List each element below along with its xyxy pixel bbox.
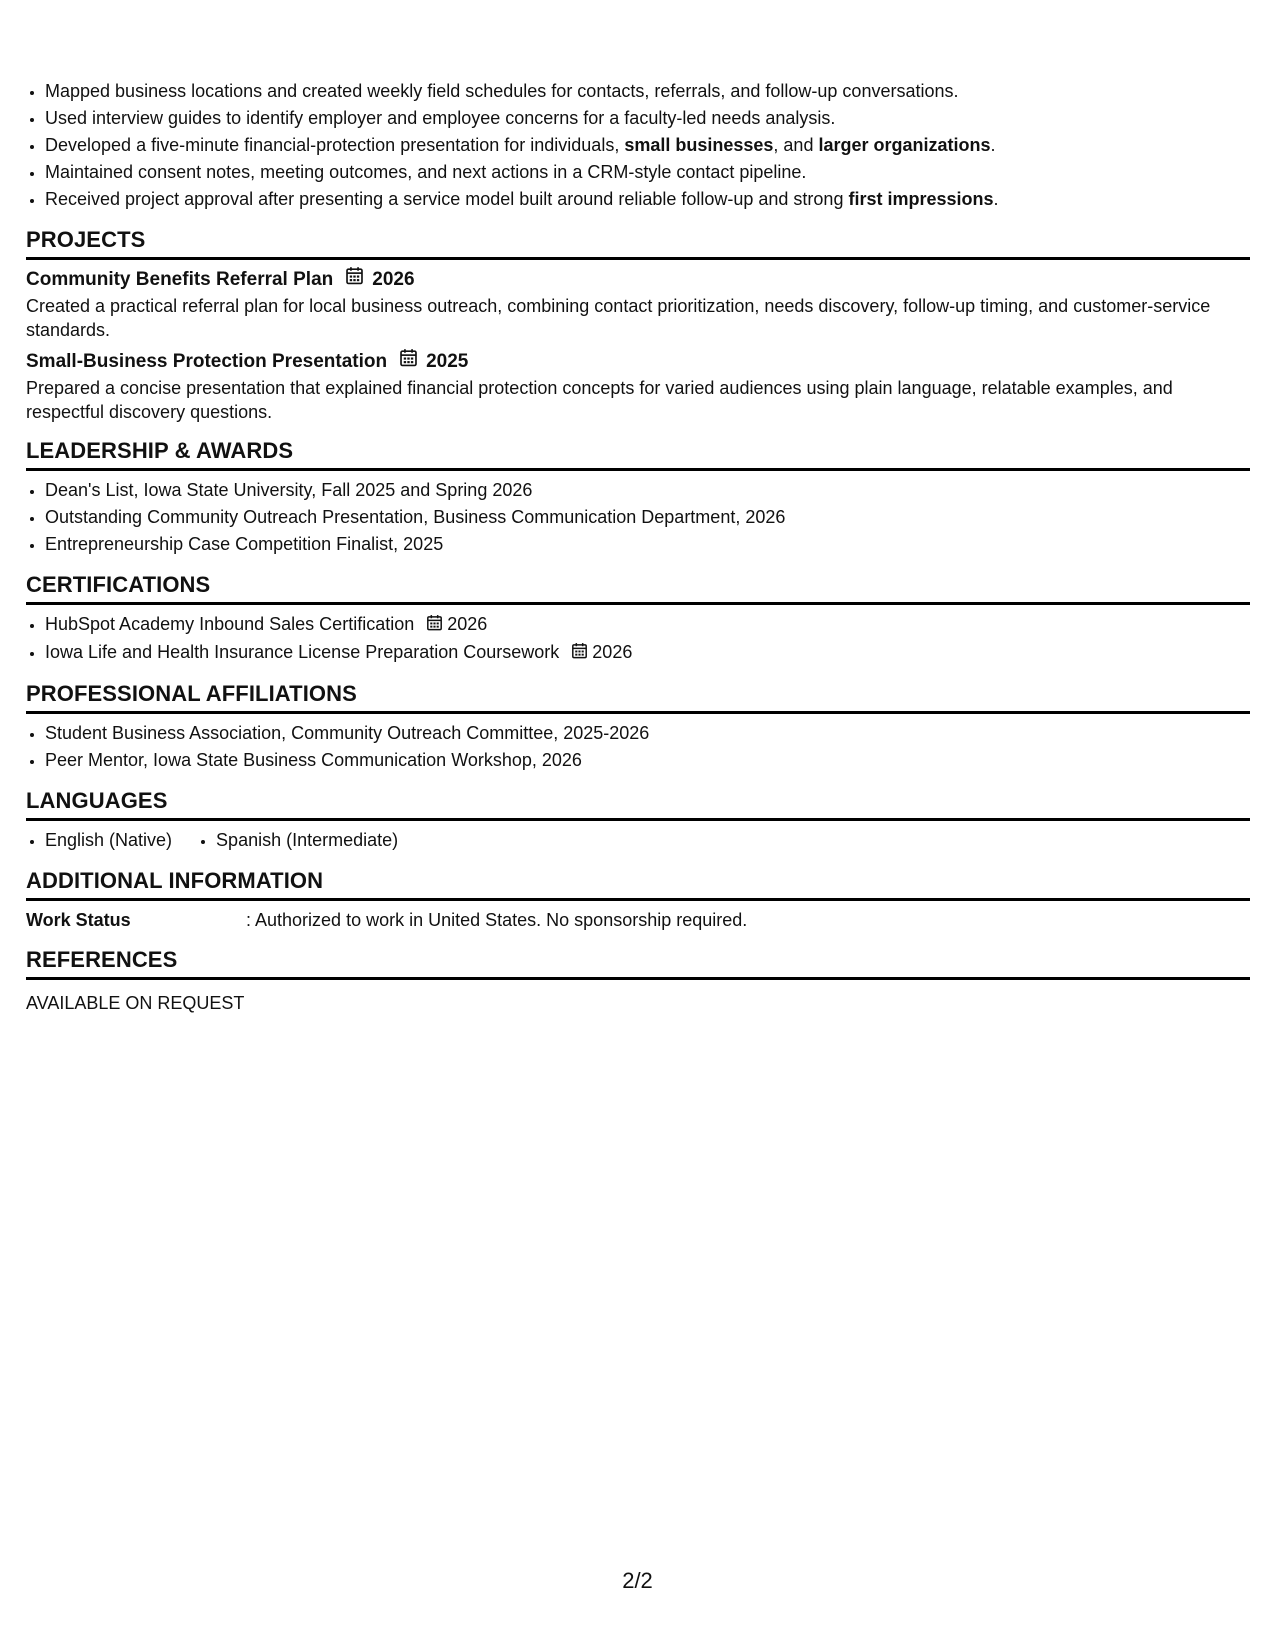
calendar-icon [399, 348, 418, 376]
languages-list [26, 827, 1250, 854]
certification-name: HubSpot Academy Inbound Sales Certification [45, 614, 415, 634]
section-title-affiliations: PROFESSIONAL AFFILIATIONS [26, 681, 1250, 714]
award-item: • Dean's List, Iowa State University, Fall 2025 and Spring 2026 [45, 477, 1250, 504]
text: Received project approval after presenting a service model built around reliable follow-up and strong [45, 189, 849, 209]
section-title-languages: LANGUAGES [26, 788, 1250, 821]
section-title-references: REFERENCES [26, 947, 1250, 980]
certification-name: Iowa Life and Health Insurance License Preparation Coursework [45, 641, 560, 662]
bold-text: larger organizations [818, 135, 991, 155]
bold-text: first impressions [848, 189, 994, 209]
project-heading [26, 266, 1250, 294]
award-item: • Entrepreneurship Case Competition Finalist, 2025 [45, 531, 1250, 558]
certification-year: 2026 [447, 614, 488, 634]
certifications-list [26, 611, 1250, 667]
experience-bullets [26, 78, 1250, 213]
project-description: Prepared a concise presentation that explained financial protection concepts for varied audiences using plain language, relatable examples, and respectful discovery questions. [26, 378, 1173, 422]
certification-year: 2026 [592, 641, 633, 662]
project-description: Created a practical referral plan for local business outreach, combining contact prioritization, needs discovery, follow-up timing, and customer-service standards. [26, 296, 1211, 340]
experience-bullet [45, 105, 1250, 132]
award-item: • Outstanding Community Outreach Presentation, Business Communication Department, 2026 [45, 504, 1250, 531]
references-text: AVAILABLE ON REQUEST [26, 992, 245, 1013]
calendar-icon [571, 640, 588, 667]
work-status-label: Work Status [26, 909, 131, 930]
text: Used interview guides to identify employer and employee concerns for a faculty-led needs analysis. [45, 108, 836, 128]
leadership-section [26, 438, 1250, 558]
experience-bullet [45, 78, 1250, 105]
affiliation-item: • Peer Mentor, Iowa State Business Communication Workshop, 2026 [45, 747, 1250, 774]
project-heading [26, 348, 1250, 376]
experience-bullet [45, 159, 1250, 186]
text: . [990, 135, 996, 155]
experience-bullet [45, 186, 1250, 213]
section-title-additional: ADDITIONAL INFORMATION [26, 868, 1250, 901]
additional-section [26, 868, 1250, 933]
bold-text: small businesses [624, 135, 774, 155]
language-item: • English (Native) [45, 827, 172, 854]
language-item: • Spanish (Intermediate) [216, 827, 398, 854]
certification-item [45, 639, 1250, 667]
text: Mapped business locations and created weekly field schedules for contacts, referrals, and follow-up conversations. [45, 81, 959, 101]
project-name: Community Benefits Referral Plan [26, 269, 334, 290]
work-status-row [26, 907, 1250, 933]
project-year: 2025 [426, 351, 469, 372]
text: Developed a five-minute financial-protection presentation for individuals, [45, 135, 625, 155]
text: , and [773, 135, 819, 155]
certification-item [45, 611, 1250, 639]
work-status-value: : Authorized to work in United States. No sponsorship required. [246, 909, 748, 930]
projects-section [26, 227, 1250, 424]
section-title-projects: PROJECTS [26, 227, 1250, 260]
certifications-section [26, 572, 1250, 667]
affiliations-list [26, 720, 1250, 774]
references-section [26, 947, 1250, 1016]
affiliations-section [26, 681, 1250, 774]
calendar-icon [426, 612, 443, 639]
section-title-certifications: CERTIFICATIONS [26, 572, 1250, 605]
text: Maintained consent notes, meeting outcomes, and next actions in a CRM-style contact pipeline. [45, 162, 807, 182]
project-year: 2026 [372, 269, 415, 290]
page-number: 2/2 [622, 1568, 653, 1593]
project-name: Small-Business Protection Presentation [26, 351, 388, 372]
resume-page [26, 78, 1250, 1016]
affiliation-item: • Student Business Association, Community Outreach Committee, 2025-2026 [45, 720, 1250, 747]
calendar-icon [345, 266, 364, 294]
experience-bullet [45, 132, 1250, 159]
leadership-list [26, 477, 1250, 558]
text: . [993, 189, 999, 209]
languages-section [26, 788, 1250, 854]
section-title-leadership: LEADERSHIP & AWARDS [26, 438, 1250, 471]
